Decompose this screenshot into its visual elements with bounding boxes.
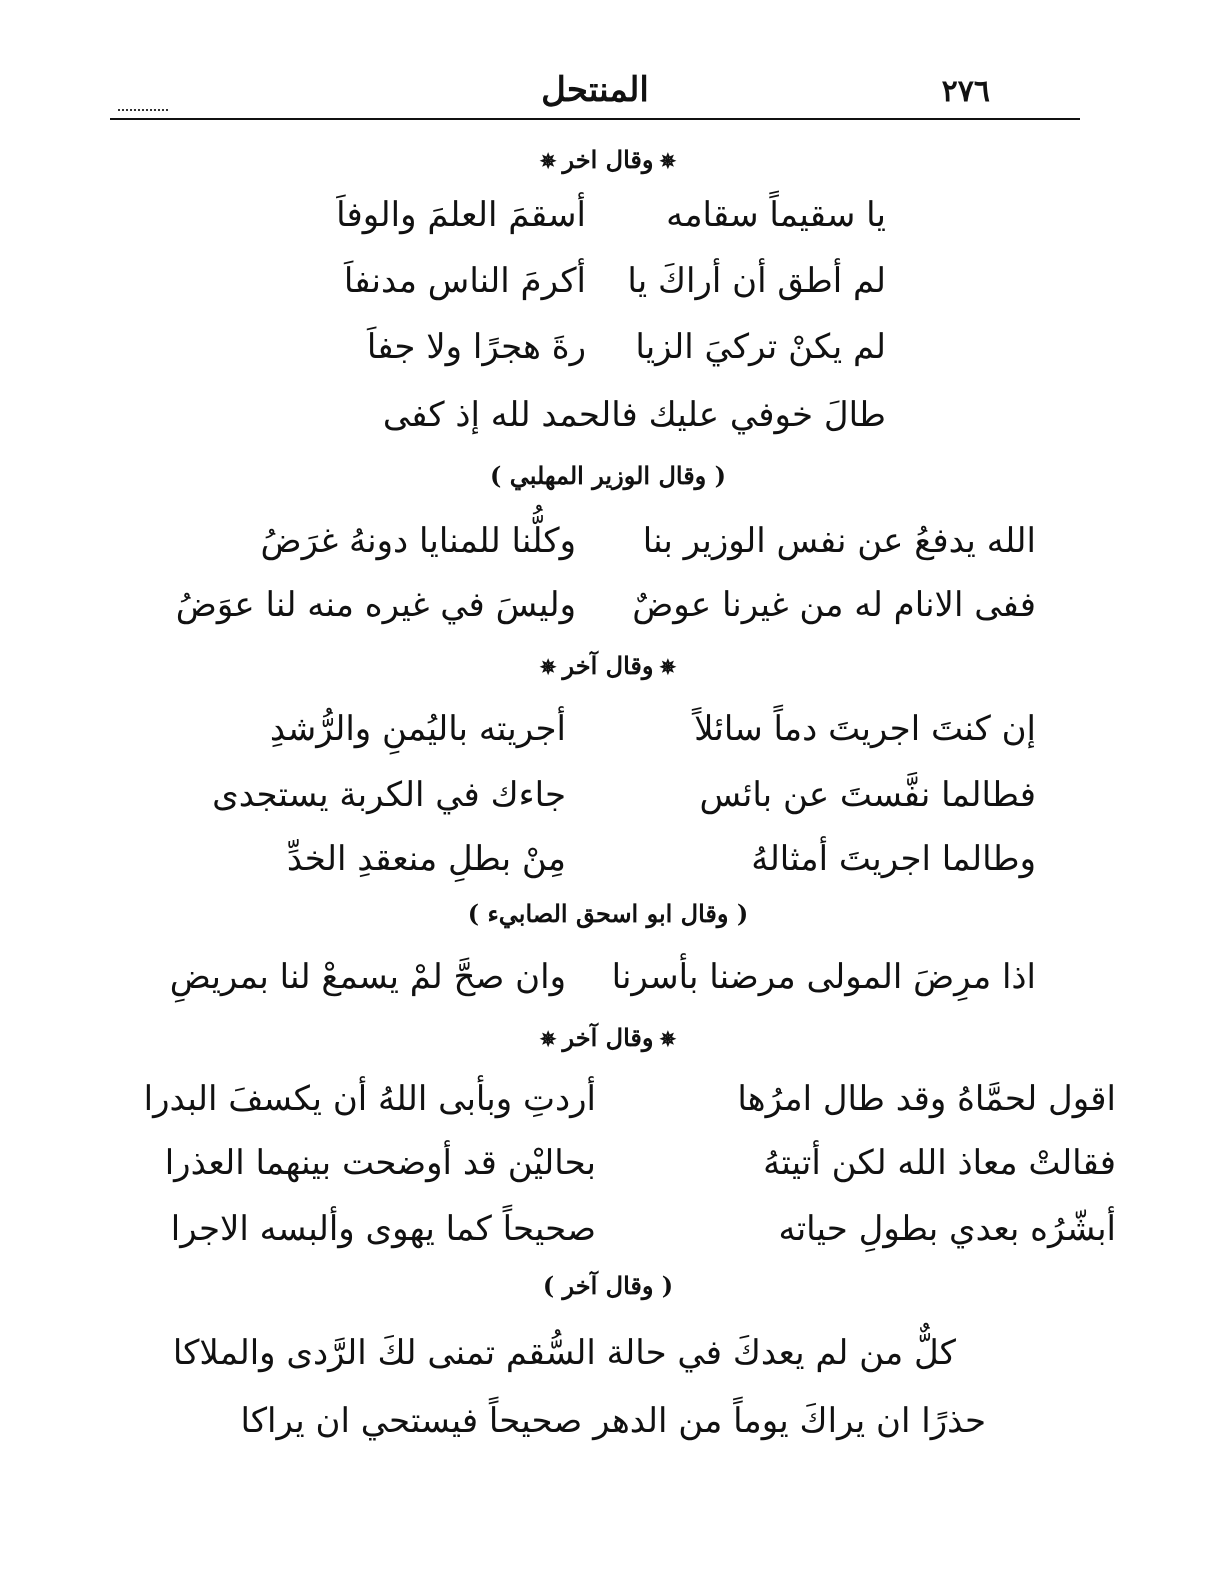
verse-second-hemistich: وان صحَّ لمْ يسمعْ لنا بمريضِ — [169, 957, 566, 997]
ornament-icon: ✵ — [539, 149, 557, 173]
verse-second-hemistich: أردتِ وبأبى اللهُ أن يكسفَ البدرا — [143, 1079, 596, 1119]
verse-second-hemistich: جاءك في الكربة يستجدى — [212, 775, 566, 815]
heading-text: ( وقال آخر ) — [542, 1271, 674, 1300]
verse-first-hemistich: فطالما نفَّستَ عن بائس — [699, 775, 1036, 815]
verse-first-hemistich: اذا مرِضَ المولى مرضنا بأسرنا — [611, 957, 1036, 997]
verse-second-hemistich: وليسَ في غيره منه لنا عوَضُ — [175, 585, 576, 625]
verse-line — [0, 256, 1216, 306]
verse-first-hemistich: إن كنتَ اجريتَ دماً سائلاً — [694, 709, 1036, 749]
verse-line — [0, 580, 1216, 630]
verse-second-hemistich: رةَ هجرًا ولا جفاَ — [366, 327, 586, 367]
verse-line — [0, 834, 1216, 884]
ornament-icon: ✵ — [659, 1027, 677, 1051]
verse-second-hemistich: أجريته باليُمنِ والرُّشدِ — [269, 709, 566, 749]
verse-second-hemistich: أكرمَ الناس مدنفاَ — [343, 261, 586, 301]
verse-line — [0, 952, 1216, 1002]
section-heading — [0, 145, 1216, 174]
verse-line — [0, 1396, 1216, 1446]
verse-line — [0, 1328, 1216, 1378]
ornament-icon: ✵ — [659, 655, 677, 679]
header-rule — [110, 118, 1080, 120]
heading-text: وقال اخر — [562, 145, 654, 174]
verse-first-hemistich: اقول لحمَّاهُ وقد طال امرُها — [737, 1079, 1116, 1119]
verse-first-hemistich: ففى الانام له من غيرنا عوضٌ — [632, 585, 1036, 625]
verse-line — [0, 704, 1216, 754]
verse-first-hemistich: وطالما اجريتَ أمثالهُ — [751, 839, 1036, 879]
verse-second-hemistich: وكلُّنا للمنايا دونهُ غرَضُ — [260, 521, 576, 561]
heading-text: ( وقال الوزير المهلبي ) — [490, 461, 726, 490]
verse-single: كلٌّ من لم يعدكَ في حالة السُّقم تمنى لكَ الرَّدى والملاكا — [172, 1333, 956, 1373]
verse-first-hemistich: لم أطق أن أراكَ يا — [627, 261, 886, 301]
section-heading — [0, 461, 1216, 490]
verse-first-hemistich: الله يدفعُ عن نفس الوزير بنا — [642, 521, 1036, 561]
verse-line — [0, 1138, 1216, 1188]
page-number: ٢٧٦ — [941, 74, 990, 109]
section-heading — [0, 651, 1216, 680]
verse-line — [0, 322, 1216, 372]
section-heading — [0, 899, 1216, 928]
verse-first-hemistich: يا سقيماً سقامه — [666, 195, 886, 235]
verse-first-hemistich: لم يكنْ تركيَ الزيا — [635, 327, 886, 367]
verse-second-hemistich: مِنْ بطلِ منعقدِ الخدِّ — [286, 839, 566, 879]
verse-single: طالَ خوفي عليك فالحمد لله إذ كفى — [382, 395, 886, 435]
ornament-icon: ✵ — [539, 655, 557, 679]
verse-line — [0, 1074, 1216, 1124]
verse-second-hemistich: أسقمَ العلمَ والوفاَ — [336, 195, 586, 235]
page-header — [110, 60, 1080, 120]
verse-second-hemistich: بحاليْن قد أوضحت بينهما العذرا — [164, 1143, 596, 1183]
verse-first-hemistich: فقالتْ معاذ الله لكن أتيتهُ — [763, 1143, 1116, 1183]
verse-line — [0, 390, 1216, 440]
header-rule-dots — [118, 109, 168, 111]
section-heading — [0, 1023, 1216, 1052]
verse-second-hemistich: صحيحاً كما يهوى وألبسه الاجرا — [170, 1209, 596, 1249]
ornament-icon: ✵ — [539, 1027, 557, 1051]
verse-line — [0, 1204, 1216, 1254]
running-title: المنتحل — [541, 70, 649, 110]
heading-text: وقال آخر — [562, 1023, 654, 1052]
verse-line — [0, 770, 1216, 820]
verse-line — [0, 516, 1216, 566]
verse-first-hemistich: أبشّرُه بعدي بطولِ حياته — [778, 1209, 1116, 1249]
heading-text: ( وقال ابو اسحق الصابيء ) — [467, 899, 749, 928]
ornament-icon: ✵ — [659, 149, 677, 173]
verse-single: حذرًا ان يراكَ يوماً من الدهر صحيحاً فيستحي ان يراكا — [240, 1401, 986, 1441]
heading-text: وقال آخر — [562, 651, 654, 680]
section-heading — [0, 1271, 1216, 1300]
verse-line — [0, 190, 1216, 240]
